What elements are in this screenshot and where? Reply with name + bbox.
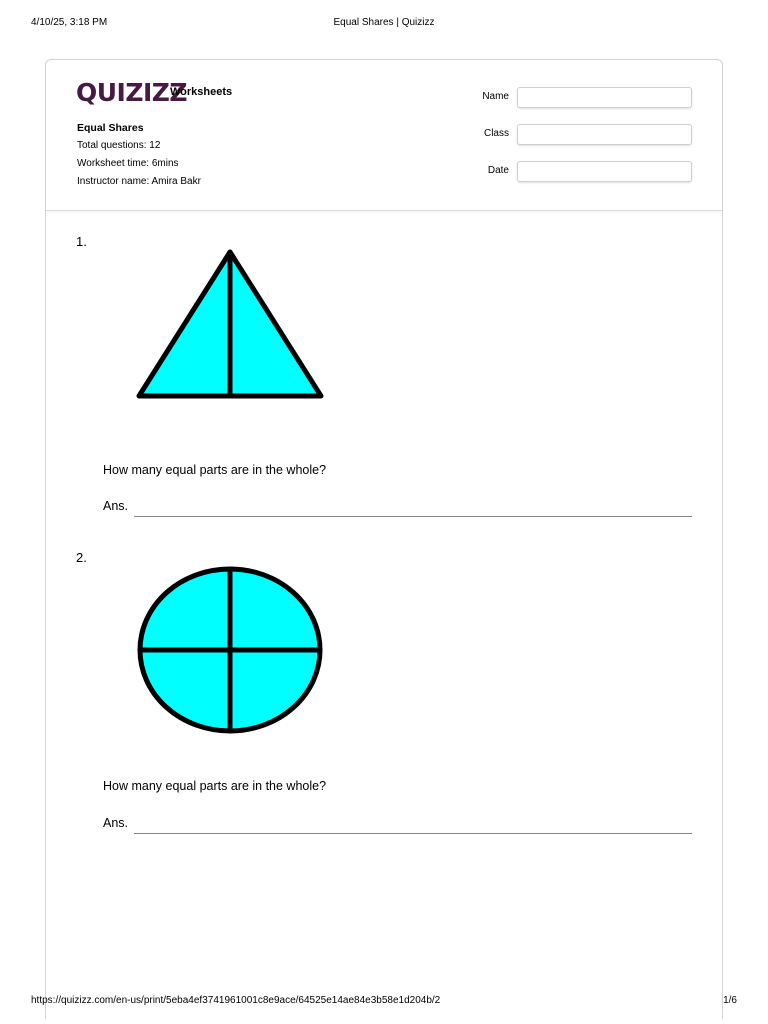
worksheet-title: Equal Shares [77,122,144,134]
answer-line[interactable] [134,516,692,517]
question-number: 1. [76,234,87,249]
worksheet-card [45,59,723,1019]
print-url: https://quizizz.com/en-us/print/5eba4ef3741961001c8e9ace/64525e14ae84e3b58e1d204b/2 [31,995,441,1006]
print-page-title: Equal Shares | Quizizz [333,17,435,28]
worksheet-time: Worksheet time: 6mins [77,158,179,169]
logo-wordmark: QUIZIZZ [76,78,188,107]
print-datetime: 4/10/25, 3:18 PM [31,17,108,28]
triangle-halves-figure [134,246,326,401]
worksheet-header [46,60,722,211]
answer-label: Ans. [103,499,129,513]
date-label: Date [487,165,509,176]
question-number: 2. [76,550,87,565]
question-text: How many equal parts are in the whole? [103,779,327,793]
question-text: How many equal parts are in the whole? [103,463,327,477]
instructor-name: Instructor name: Amira Bakr [77,176,201,187]
answer-label: Ans. [103,816,129,830]
class-label: Class [483,128,509,139]
print-footer [0,995,768,1009]
answer-line[interactable] [134,833,692,834]
class-field[interactable] [517,124,692,145]
print-header [0,17,768,31]
date-field[interactable] [517,161,692,182]
logo-suffix: Worksheets [170,86,233,98]
circle-quarters-figure [134,564,322,734]
page-counter: 1/6 [723,995,737,1006]
name-field[interactable] [517,87,692,108]
total-questions: Total questions: 12 [77,140,161,151]
worksheet-meta [77,119,201,191]
name-label: Name [482,91,509,102]
